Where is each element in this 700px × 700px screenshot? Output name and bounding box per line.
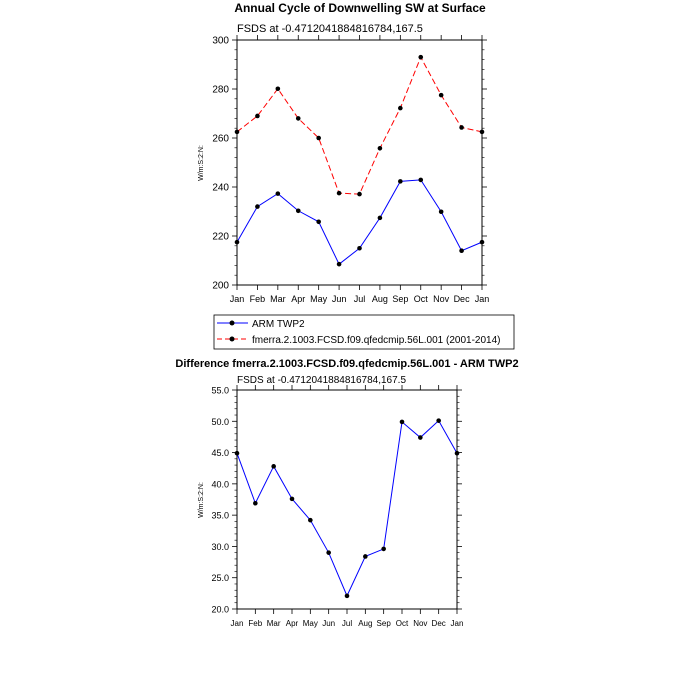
chart2-ytick-label: 40.0 — [211, 479, 229, 490]
chart1-xtick-label: Jul — [353, 294, 366, 304]
chart2-xtick-label: Jan — [450, 619, 464, 628]
chart1-series-1-point — [439, 93, 444, 98]
chart1-series-0-point — [316, 219, 321, 224]
chart1-xtick-label: Dec — [453, 294, 470, 304]
chart2-xtick-label: Oct — [395, 619, 409, 628]
chart2-xtick-label: Mar — [266, 619, 281, 628]
chart1-title: Annual Cycle of Downwelling SW at Surface — [234, 1, 486, 15]
chart1-xtick-label: Sep — [392, 294, 409, 304]
chart2-plot — [211, 385, 463, 628]
chart2-ytick-label: 30.0 — [211, 541, 229, 552]
chart1-xtick-label: Jan — [229, 294, 245, 304]
chart2-series-0-point — [455, 451, 460, 456]
chart2-series-0-point — [436, 418, 441, 423]
chart1-series-0-point — [296, 208, 301, 213]
chart2-ylabel: W/m:S:2:N: — [198, 482, 205, 518]
chart2-series-0-point — [326, 550, 331, 555]
chart1-series-0-point — [357, 246, 362, 251]
chart1-series-0-point — [418, 178, 423, 183]
chart1-series-0-point — [378, 216, 383, 221]
chart2-xtick-label: Sep — [376, 619, 391, 628]
chart2-ytick-label: 35.0 — [211, 510, 229, 521]
chart2-series-0-point — [290, 497, 295, 502]
chart2-title: Difference fmerra.2.1003.FCSD.f09.qfedcmip.56L.001 - ARM TWP2 — [175, 358, 519, 370]
chart1-series-1-point — [255, 114, 260, 119]
chart2-xtick-label: May — [302, 619, 318, 628]
chart2-xtick-label: Jun — [322, 619, 336, 628]
chart1-series-1-point — [276, 86, 281, 91]
chart2-series-0-point — [381, 547, 386, 552]
chart2-series-0-point — [271, 464, 276, 469]
chart1-series-1-point — [418, 55, 423, 60]
chart1-plot — [212, 35, 489, 304]
chart1-xtick-label: Jan — [474, 294, 490, 304]
chart1-series-0-point — [255, 204, 260, 209]
chart2-ytick-label: 25.0 — [211, 573, 229, 584]
chart2-series-0-point — [418, 435, 423, 440]
chart2-xtick-label: Aug — [358, 619, 373, 628]
chart1-subtitle: FSDS at -0.4712041884816784,167.5 — [237, 23, 423, 35]
chart1-series-0-point — [398, 179, 403, 184]
chart1-xtick-label: Aug — [371, 294, 388, 304]
chart2-ytick-label: 20.0 — [211, 604, 229, 615]
chart2-series-0-point — [308, 518, 313, 523]
chart1-series-1-point — [378, 146, 383, 151]
chart2-ytick-label: 45.0 — [211, 448, 229, 459]
chart1-series-0-point — [439, 209, 444, 214]
chart1-xtick-label: May — [310, 294, 328, 304]
chart2-series-0-point — [235, 451, 240, 456]
chart2-xtick-label: Dec — [431, 619, 446, 628]
chart2-xtick-label: Jul — [341, 619, 353, 628]
chart1-legend — [214, 315, 514, 349]
chart1-ytick-label: 260 — [212, 133, 229, 145]
chart1-ytick-label: 200 — [212, 280, 229, 292]
chart1-series-line-1 — [237, 57, 482, 194]
chart1-xtick-label: Oct — [413, 294, 428, 304]
chart2-subtitle: FSDS at -0.4712041884816784,167.5 — [237, 375, 407, 386]
chart2-xtick-label: Feb — [248, 619, 263, 628]
chart2-series-0-point — [253, 501, 258, 506]
legend-marker-model — [230, 337, 235, 342]
chart2-series-0-point — [345, 594, 350, 599]
chart1-series-1-point — [459, 125, 464, 130]
chart1-ytick-label: 280 — [212, 84, 229, 96]
legend-label-arm: ARM TWP2 — [252, 319, 305, 330]
chart1-xtick-label: Nov — [433, 294, 450, 304]
chart2-xtick-label: Jan — [230, 619, 244, 628]
chart1-series-1-point — [337, 191, 342, 196]
chart2-series-0-point — [400, 420, 405, 425]
chart1-ytick-label: 240 — [212, 182, 229, 194]
chart1-series-0-point — [337, 262, 342, 267]
chart2-series-line-0 — [237, 421, 457, 596]
chart1-series-1-point — [357, 192, 362, 197]
chart1-series-0-point — [235, 240, 240, 245]
chart1-series-0-point — [459, 248, 464, 253]
chart2-ytick-label: 50.0 — [211, 416, 229, 427]
chart1-ytick-label: 300 — [212, 35, 229, 47]
chart1-series-0-point — [276, 191, 281, 196]
chart1-ylabel: W/m:S:2:N: — [198, 145, 205, 181]
chart1-xtick-label: Feb — [249, 294, 266, 304]
chart1-series-1-point — [480, 130, 485, 135]
chart1-xtick-label: Apr — [291, 294, 306, 304]
chart2-frame — [237, 390, 457, 609]
chart2-xtick-label: Apr — [285, 619, 299, 628]
chart1-ytick-label: 220 — [212, 231, 229, 243]
legend-marker-arm — [230, 321, 235, 326]
chart1-series-0-point — [480, 240, 485, 245]
chart1-series-1-point — [316, 136, 321, 141]
legend-label-model: fmerra.2.1003.FCSD.f09.qfedcmip.56L.001 (2001-2014) — [252, 335, 501, 346]
chart1-series-1-point — [398, 106, 403, 111]
chart2-xtick-label: Nov — [413, 619, 428, 628]
chart1-xtick-label: Mar — [270, 294, 286, 304]
chart1-series-1-point — [296, 116, 301, 121]
chart2-series-0-point — [363, 554, 368, 559]
chart1-series-1-point — [235, 130, 240, 135]
chart1-xtick-label: Jun — [331, 294, 347, 304]
chart2-ytick-label: 55.0 — [211, 385, 229, 396]
